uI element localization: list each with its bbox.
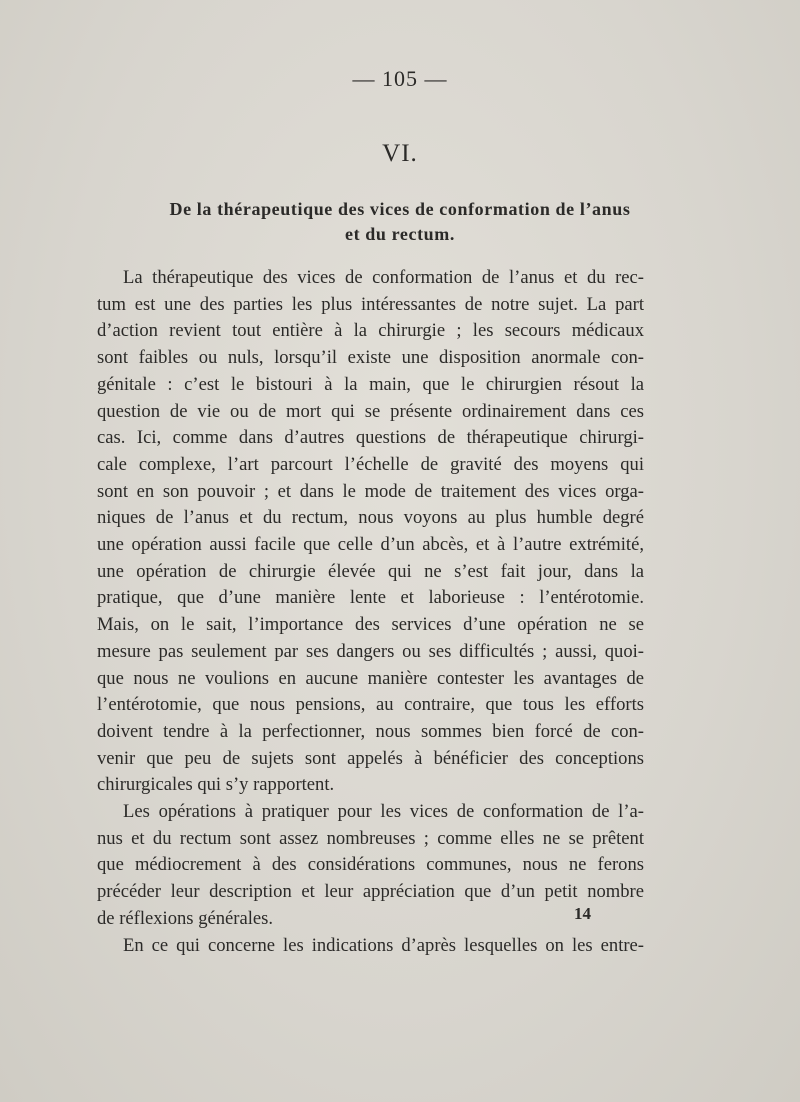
text-line: Mais, on le sait, l’importance des services d’une opération ne se xyxy=(97,614,644,636)
section-title-line-2: et du rectum. xyxy=(345,224,455,244)
text-line: une opération aussi facile que celle d’un abcès, et à l’autre extrémité, xyxy=(97,534,644,556)
text-line: que nous ne voulions en aucune manière contester les avantages de xyxy=(97,667,644,689)
text-line: une opération de chirurgie élevée qui ne s’est fait jour, dans la xyxy=(97,560,644,582)
body-text xyxy=(97,265,644,959)
section-title-line-1: De la thérapeutique des vices de conformation de l’anus xyxy=(169,199,631,219)
text-line: tum est une des parties les plus intéressantes de notre sujet. La part xyxy=(97,293,644,315)
text-line: La thérapeutique des vices de conformation de l’anus et du rec- xyxy=(123,267,644,288)
text-line: génitale : c’est le bistouri à la main, que le chirurgien résout la xyxy=(97,373,644,395)
text-line: que médiocrement à des considérations communes, nous ne ferons xyxy=(97,854,644,876)
text-line: cas. Ici, comme dans d’autres questions de thérapeutique chirurgi- xyxy=(97,427,644,449)
paragraph xyxy=(97,265,644,799)
text-line: En ce qui concerne les indications d’après lesquelles on les entre- xyxy=(123,934,644,956)
text-line: Les opérations à pratiquer pour les vices de conformation de l’a- xyxy=(123,801,644,823)
section-number: VI. xyxy=(382,140,418,167)
paragraph xyxy=(97,799,644,933)
text-line: sont en son pouvoir ; et dans le mode de traitement des vices orga- xyxy=(97,480,644,502)
signature-mark: 14 xyxy=(574,904,591,923)
text-line: de réflexions générales. xyxy=(97,907,274,929)
text-line: sont faibles ou nuls, lorsqu’il existe une disposition anormale con- xyxy=(97,347,644,369)
text-line: cale complexe, l’art parcourt l’échelle de gravité des moyens qui xyxy=(97,453,644,475)
text-line: nus et du rectum sont assez nombreuses ; comme elles ne se prêtent xyxy=(97,827,644,849)
text-line: doivent tendre à la perfectionner, nous sommes bien forcé de con- xyxy=(97,720,644,742)
text-line: question de vie ou de mort qui se présente ordinairement dans ces xyxy=(97,400,644,422)
text-line: venir que peu de sujets sont appelés à bénéficier des conceptions xyxy=(97,747,644,769)
text-line: mesure pas seulement par ses dangers ou ses difficultés ; aussi, quoi- xyxy=(97,640,644,662)
text-line: d’action revient tout entière à la chirurgie ; les secours médicaux xyxy=(97,320,644,342)
text-line: niques de l’anus et du rectum, nous voyons au plus humble degré xyxy=(97,507,644,529)
text-line: chirurgicales qui s’y rapportent. xyxy=(97,774,335,796)
page-number: — 105 — xyxy=(352,66,448,91)
text-line: pratique, que d’une manière lente et laborieuse : l’entérotomie. xyxy=(97,587,644,609)
text-line: l’entérotomie, que nous pensions, au contraire, que tous les efforts xyxy=(97,694,644,716)
text-line: précéder leur description et leur appréciation que d’un petit nombre xyxy=(97,881,644,903)
section-title xyxy=(80,197,720,247)
paragraph xyxy=(97,933,644,960)
